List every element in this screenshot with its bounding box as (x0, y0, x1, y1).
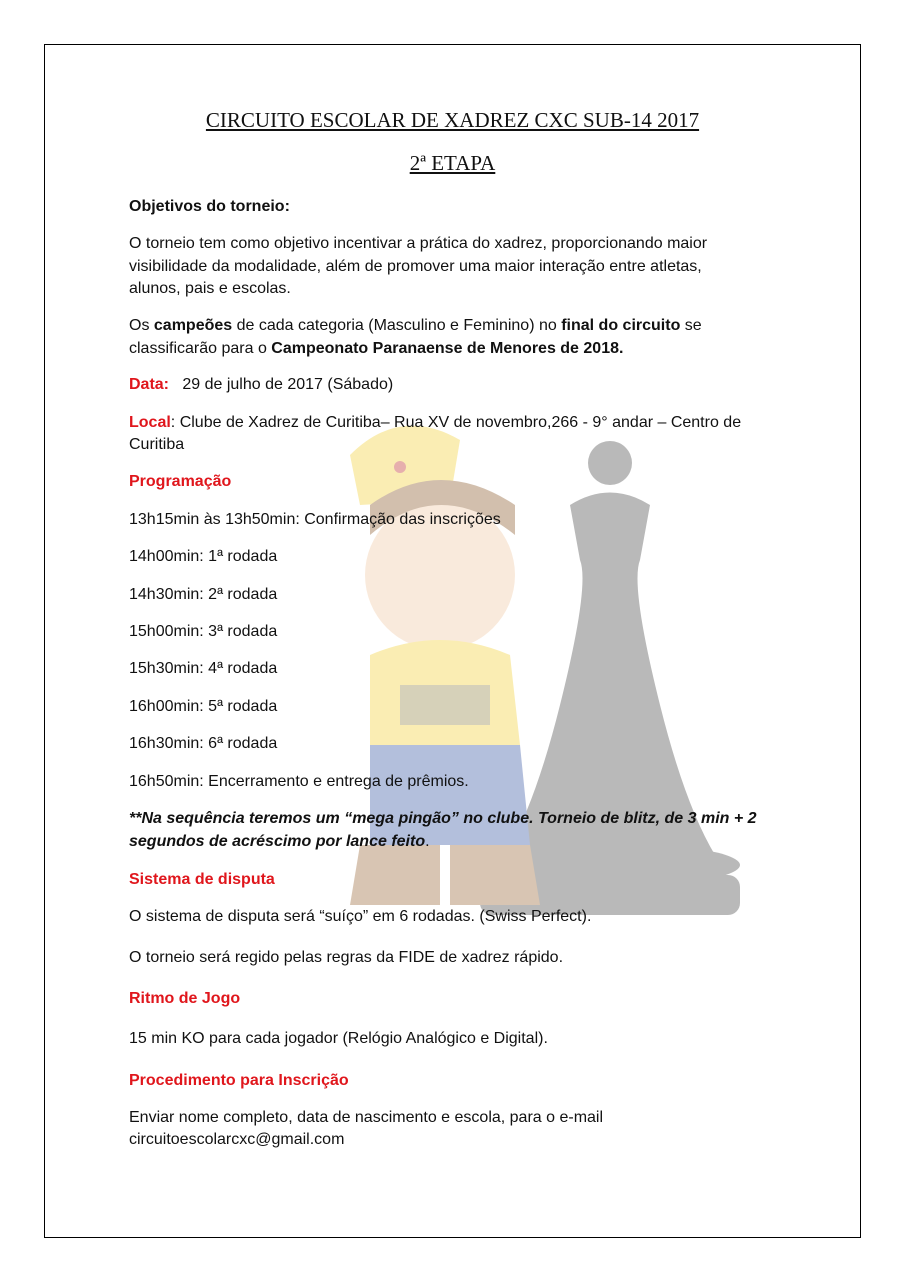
data-value: 29 de julho de 2017 (Sábado) (182, 376, 394, 393)
local-line-1 (129, 412, 741, 434)
nota-line-1: **Na sequência teremos um “mega pingão” no clube. Torneio de blitz, de 3 min + 2 (129, 810, 757, 827)
objetivos-line-3: alunos, pais e escolas. (129, 280, 291, 297)
schedule-item: 15h00min: 3ª rodada (129, 623, 278, 640)
nota-text: segundos de acréscimo por lance feito (129, 833, 426, 850)
campeoes-line-1 (129, 315, 702, 337)
schedule-item: 16h30min: 6ª rodada (129, 735, 278, 752)
text-span-bold: campeões (153, 317, 233, 334)
data-line (129, 374, 393, 396)
text-span-bold: Campeonato Paranaense de Menores de 2018. (271, 340, 624, 357)
programacao-heading: Programação (129, 473, 232, 490)
local-line-2: Curitiba (129, 436, 185, 453)
sistema-line-2: O torneio será regido pelas regras da FIDE de xadrez rápido. (129, 949, 564, 966)
inscricao-email[interactable]: circuitoescolarcxc@gmail.com (129, 1131, 345, 1148)
local-value: : Clube de Xadrez de Curitiba– Rua XV de novembro,266 - 9° andar – Centro de (170, 414, 742, 431)
text-span: Os (129, 317, 154, 334)
document-title: CIRCUITO ESCOLAR DE XADREZ CXC SUB-14 2017 (205, 108, 700, 132)
local-label: Local (129, 414, 171, 431)
sistema-line-1: O sistema de disputa será “suíço” em 6 rodadas. (Swiss Perfect). (129, 908, 592, 925)
text-span: classificarão para o (129, 340, 272, 357)
chess-mascot-watermark (330, 385, 790, 945)
text-span: se (680, 317, 702, 334)
campeoes-line-2 (129, 338, 623, 360)
ritmo-line-1: 15 min KO para cada jogador (Relógio Analógico e Digital). (129, 1030, 548, 1047)
inscricao-line-1: Enviar nome completo, data de nascimento e escola, para o e-mail (129, 1109, 604, 1126)
document-subtitle: 2ª ETAPA (409, 151, 496, 175)
schedule-item: 13h15min às 13h50min: Confirmação das inscrições (129, 511, 501, 528)
data-label: Data: (129, 376, 170, 393)
inscricao-heading: Procedimento para Inscrição (129, 1072, 349, 1089)
schedule-item: 16h50min: Encerramento e entrega de prêmios. (129, 773, 469, 790)
text-span: de cada categoria (Masculino e Feminino) no (232, 317, 562, 334)
ritmo-heading: Ritmo de Jogo (129, 990, 241, 1007)
schedule-item: 15h30min: 4ª rodada (129, 660, 278, 677)
objetivos-heading: Objetivos do torneio: (129, 198, 290, 215)
sistema-heading: Sistema de disputa (129, 871, 275, 888)
objetivos-line-1: O torneio tem como objetivo incentivar a prática do xadrez, proporcionando maior (129, 235, 708, 252)
schedule-item: 14h00min: 1ª rodada (129, 548, 278, 565)
schedule-item: 14h30min: 2ª rodada (129, 586, 278, 603)
text-span-bold: final do circuito (561, 317, 681, 334)
schedule-item: 16h00min: 5ª rodada (129, 698, 278, 715)
objetivos-line-2: visibilidade da modalidade, além de promover uma maior interação entre atletas, (129, 258, 702, 275)
nota-line-2 (129, 831, 430, 853)
nota-period: . (425, 833, 430, 850)
